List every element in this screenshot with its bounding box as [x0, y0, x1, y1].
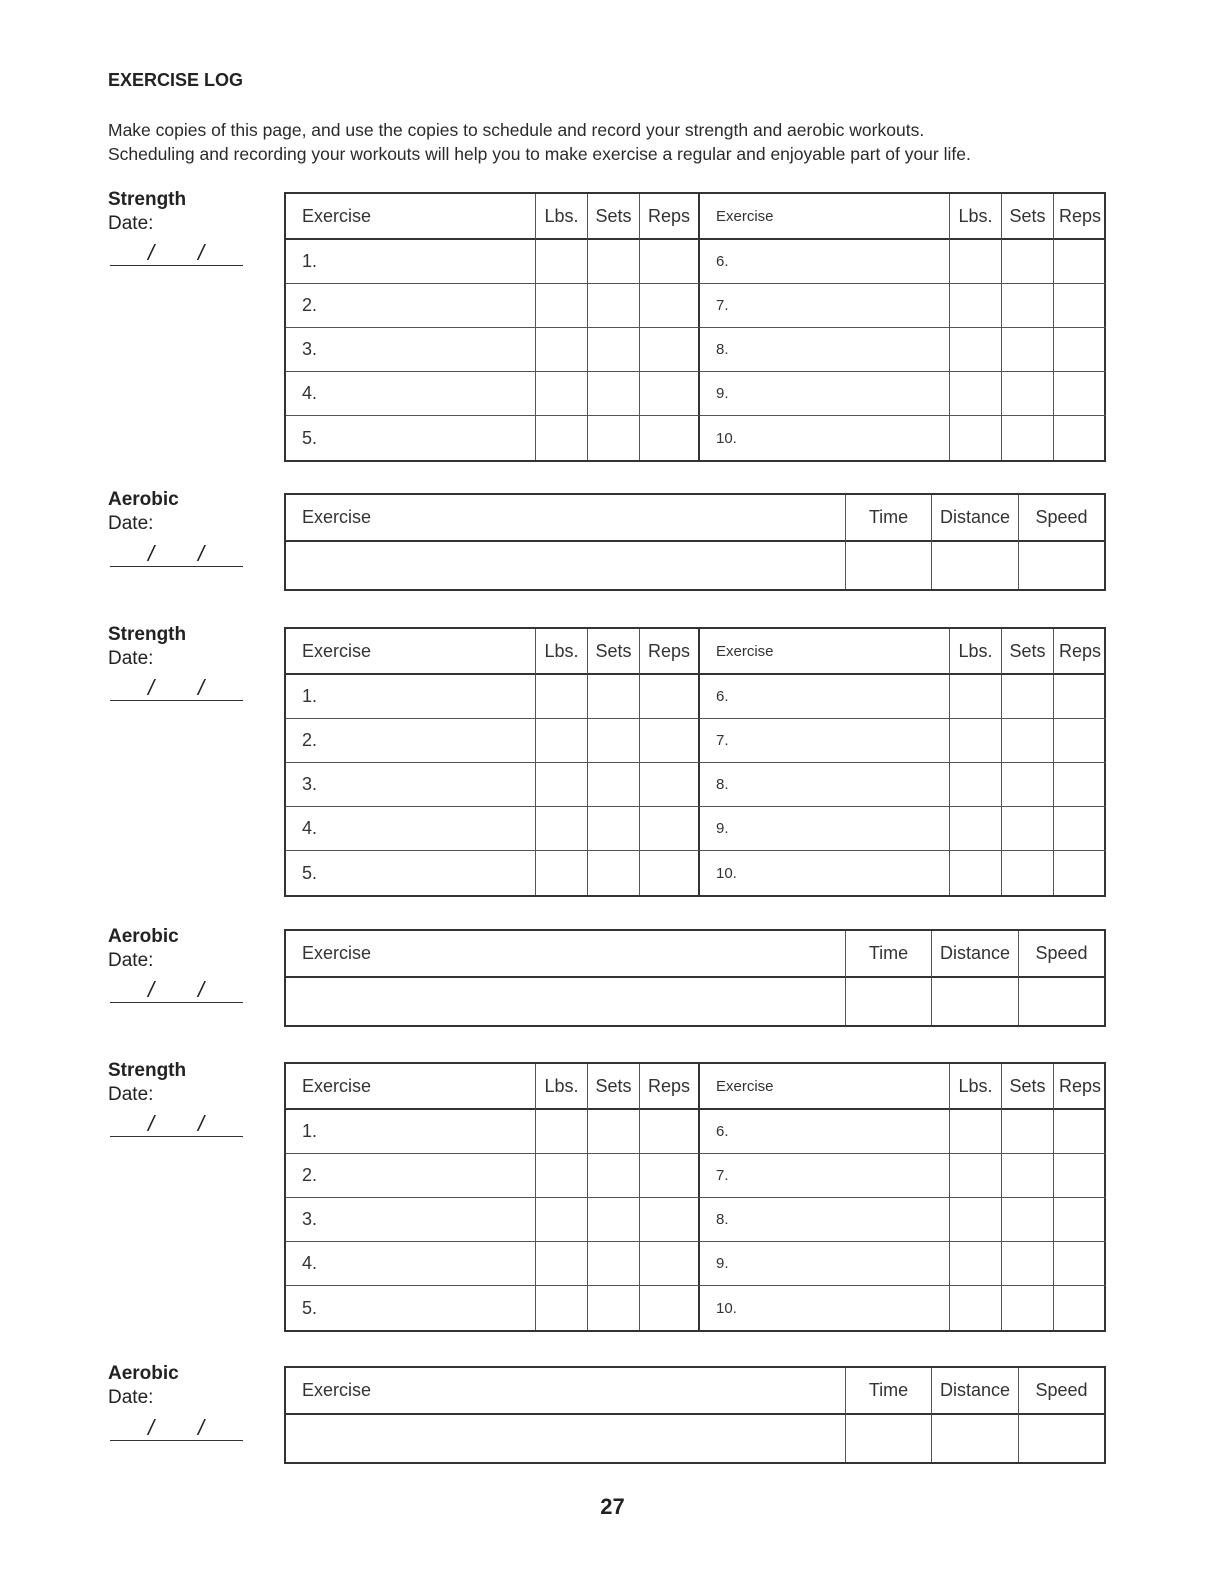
lbs-entry-cell[interactable]: [950, 328, 1002, 372]
exercise-entry-cell[interactable]: [286, 542, 846, 589]
speed-entry-cell[interactable]: [1019, 1415, 1104, 1462]
lbs-entry-cell[interactable]: [536, 1154, 588, 1198]
time-entry-cell[interactable]: [846, 978, 932, 1025]
page-number: 27: [600, 1494, 625, 1519]
header-reps: Reps: [1054, 629, 1106, 675]
header-sets: Sets: [1002, 629, 1054, 675]
date-separator: /: [148, 675, 155, 700]
exercise-entry-cell[interactable]: 8.: [700, 328, 950, 372]
lbs-entry-cell[interactable]: [536, 284, 588, 328]
header-exercise: Exercise: [286, 194, 536, 240]
sets-entry-cell[interactable]: [588, 1110, 640, 1154]
lbs-entry-cell[interactable]: [536, 1242, 588, 1286]
header-exercise: Exercise: [286, 931, 846, 978]
sets-entry-cell[interactable]: [588, 719, 640, 763]
reps-entry-cell[interactable]: [1054, 372, 1106, 416]
header-exercise: Exercise: [700, 629, 950, 675]
exercise-entry-cell[interactable]: 2.: [286, 284, 536, 328]
sets-entry-cell[interactable]: [1002, 1110, 1054, 1154]
strength-label: Strength: [108, 624, 187, 645]
aerobic-section-label: [108, 925, 179, 973]
exercise-entry-cell[interactable]: 4.: [286, 372, 536, 416]
date-separator: /: [198, 1111, 205, 1136]
date-label: Date:: [108, 1084, 154, 1105]
date-label: Date:: [108, 648, 154, 669]
header-sets: Sets: [588, 1064, 640, 1110]
header-lbs: Lbs.: [950, 194, 1002, 240]
exercise-entry-cell[interactable]: 10.: [700, 416, 950, 460]
sets-entry-cell[interactable]: [1002, 1242, 1054, 1286]
header-time: Time: [846, 931, 932, 978]
lbs-entry-cell[interactable]: [536, 1286, 588, 1330]
reps-entry-cell[interactable]: [640, 851, 700, 895]
date-separator: /: [198, 675, 205, 700]
speed-entry-cell[interactable]: [1019, 978, 1104, 1025]
header-speed: Speed: [1019, 931, 1104, 978]
reps-entry-cell[interactable]: [1054, 1198, 1106, 1242]
aerobic-section-label: [108, 488, 179, 536]
exercise-entry-cell[interactable]: [286, 1415, 846, 1462]
header-lbs: Lbs.: [950, 629, 1002, 675]
lbs-entry-cell[interactable]: [536, 763, 588, 807]
exercise-entry-cell[interactable]: 3.: [286, 1198, 536, 1242]
lbs-entry-cell[interactable]: [536, 807, 588, 851]
sets-entry-cell[interactable]: [588, 328, 640, 372]
header-exercise: Exercise: [700, 1064, 950, 1110]
sets-entry-cell[interactable]: [1002, 1286, 1054, 1330]
header-reps: Reps: [640, 1064, 700, 1110]
date-separator: /: [198, 240, 205, 265]
reps-entry-cell[interactable]: [1054, 1154, 1106, 1198]
lbs-entry-cell[interactable]: [536, 416, 588, 460]
header-exercise: Exercise: [700, 194, 950, 240]
date-separator: /: [198, 977, 205, 1002]
header-distance: Distance: [932, 1368, 1019, 1415]
sets-entry-cell[interactable]: [588, 1286, 640, 1330]
lbs-entry-cell[interactable]: [536, 1110, 588, 1154]
reps-entry-cell[interactable]: [1054, 1110, 1106, 1154]
exercise-entry-cell[interactable]: 9.: [700, 372, 950, 416]
header-exercise: Exercise: [286, 1368, 846, 1415]
exercise-entry-cell[interactable]: 10.: [700, 1286, 950, 1330]
exercise-entry-cell[interactable]: 3.: [286, 763, 536, 807]
aerobic-log-table: [284, 493, 1106, 591]
date-separator: /: [148, 977, 155, 1002]
sets-entry-cell[interactable]: [588, 240, 640, 284]
time-entry-cell[interactable]: [846, 542, 932, 589]
reps-entry-cell[interactable]: [640, 1154, 700, 1198]
lbs-entry-cell[interactable]: [536, 328, 588, 372]
date-separator: /: [198, 541, 205, 566]
lbs-entry-cell[interactable]: [950, 1198, 1002, 1242]
distance-entry-cell[interactable]: [932, 978, 1019, 1025]
strength-log-table: [284, 627, 1106, 897]
header-sets: Sets: [588, 194, 640, 240]
lbs-entry-cell[interactable]: [950, 1154, 1002, 1198]
sets-entry-cell[interactable]: [588, 1242, 640, 1286]
sets-entry-cell[interactable]: [1002, 1154, 1054, 1198]
exercise-entry-cell[interactable]: 1.: [286, 675, 536, 719]
exercise-entry-cell[interactable]: 6.: [700, 240, 950, 284]
date-separator: /: [148, 240, 155, 265]
reps-entry-cell[interactable]: [640, 284, 700, 328]
header-speed: Speed: [1019, 495, 1104, 542]
aerobic-label: Aerobic: [108, 926, 179, 947]
header-speed: Speed: [1019, 1368, 1104, 1415]
exercise-entry-cell[interactable]: 5.: [286, 851, 536, 895]
exercise-entry-cell[interactable]: [286, 978, 846, 1025]
sets-entry-cell[interactable]: [1002, 807, 1054, 851]
header-sets: Sets: [1002, 1064, 1054, 1110]
exercise-entry-cell[interactable]: 9.: [700, 1242, 950, 1286]
exercise-entry-cell[interactable]: 4.: [286, 807, 536, 851]
lbs-entry-cell[interactable]: [950, 851, 1002, 895]
lbs-entry-cell[interactable]: [950, 240, 1002, 284]
reps-entry-cell[interactable]: [1054, 328, 1106, 372]
header-sets: Sets: [588, 629, 640, 675]
header-lbs: Lbs.: [536, 194, 588, 240]
header-time: Time: [846, 495, 932, 542]
reps-entry-cell[interactable]: [1054, 719, 1106, 763]
reps-entry-cell[interactable]: [640, 1110, 700, 1154]
sets-entry-cell[interactable]: [588, 284, 640, 328]
lbs-entry-cell[interactable]: [536, 851, 588, 895]
sets-entry-cell[interactable]: [588, 416, 640, 460]
intro-line-1: Make copies of this page, and use the copies to schedule and record your strength and aerobic workouts.: [108, 120, 925, 140]
exercise-entry-cell[interactable]: 1.: [286, 1110, 536, 1154]
aerobic-log-table: [284, 929, 1106, 1027]
speed-entry-cell[interactable]: [1019, 542, 1104, 589]
exercise-entry-cell[interactable]: 3.: [286, 328, 536, 372]
header-reps: Reps: [640, 629, 700, 675]
sets-entry-cell[interactable]: [1002, 675, 1054, 719]
strength-label: Strength: [108, 189, 187, 210]
lbs-entry-cell[interactable]: [950, 1242, 1002, 1286]
lbs-entry-cell[interactable]: [950, 416, 1002, 460]
lbs-entry-cell[interactable]: [950, 807, 1002, 851]
exercise-entry-cell[interactable]: 1.: [286, 240, 536, 284]
date-label: Date:: [108, 950, 154, 971]
header-reps: Reps: [640, 194, 700, 240]
reps-entry-cell[interactable]: [640, 675, 700, 719]
date-entry-field[interactable]: [110, 1416, 243, 1441]
strength-section-label: [108, 1059, 186, 1107]
distance-entry-cell[interactable]: [932, 542, 1019, 589]
header-time: Time: [846, 1368, 932, 1415]
lbs-entry-cell[interactable]: [536, 372, 588, 416]
header-exercise: Exercise: [286, 629, 536, 675]
page-title: EXERCISE LOG: [108, 70, 244, 90]
reps-entry-cell[interactable]: [640, 1198, 700, 1242]
lbs-entry-cell[interactable]: [536, 719, 588, 763]
sets-entry-cell[interactable]: [588, 807, 640, 851]
sets-entry-cell[interactable]: [588, 851, 640, 895]
aerobic-label: Aerobic: [108, 1363, 179, 1384]
header-distance: Distance: [932, 495, 1019, 542]
exercise-entry-cell[interactable]: 8.: [700, 763, 950, 807]
exercise-entry-cell[interactable]: 7.: [700, 719, 950, 763]
reps-entry-cell[interactable]: [640, 328, 700, 372]
date-label: Date:: [108, 213, 154, 234]
header-reps: Reps: [1054, 194, 1106, 240]
exercise-entry-cell[interactable]: 9.: [700, 807, 950, 851]
strength-section-label: [108, 188, 186, 236]
time-entry-cell[interactable]: [846, 1415, 932, 1462]
sets-entry-cell[interactable]: [588, 675, 640, 719]
sets-entry-cell[interactable]: [1002, 719, 1054, 763]
reps-entry-cell[interactable]: [1054, 675, 1106, 719]
strength-section-label: [108, 623, 186, 671]
reps-entry-cell[interactable]: [640, 1286, 700, 1330]
strength-label: Strength: [108, 1060, 187, 1081]
lbs-entry-cell[interactable]: [536, 675, 588, 719]
header-lbs: Lbs.: [536, 1064, 588, 1110]
sets-entry-cell[interactable]: [1002, 240, 1054, 284]
lbs-entry-cell[interactable]: [536, 1198, 588, 1242]
header-exercise: Exercise: [286, 495, 846, 542]
header-sets: Sets: [1002, 194, 1054, 240]
lbs-entry-cell[interactable]: [950, 1110, 1002, 1154]
reps-entry-cell[interactable]: [1054, 1242, 1106, 1286]
sets-entry-cell[interactable]: [1002, 851, 1054, 895]
exercise-entry-cell[interactable]: 6.: [700, 675, 950, 719]
strength-log-table: [284, 1062, 1106, 1332]
exercise-entry-cell[interactable]: 2.: [286, 719, 536, 763]
lbs-entry-cell[interactable]: [950, 675, 1002, 719]
sets-entry-cell[interactable]: [1002, 763, 1054, 807]
sets-entry-cell[interactable]: [1002, 372, 1054, 416]
date-label: Date:: [108, 1387, 154, 1408]
reps-entry-cell[interactable]: [640, 807, 700, 851]
reps-entry-cell[interactable]: [640, 1242, 700, 1286]
date-entry-field[interactable]: [110, 676, 243, 701]
sets-entry-cell[interactable]: [1002, 284, 1054, 328]
date-entry-field[interactable]: [110, 241, 243, 266]
date-separator: /: [148, 1111, 155, 1136]
reps-entry-cell[interactable]: [640, 719, 700, 763]
sets-entry-cell[interactable]: [588, 1198, 640, 1242]
intro-line-2: Scheduling and recording your workouts will help you to make exercise a regular and enjoyable part of your life.: [108, 144, 971, 164]
header-distance: Distance: [932, 931, 1019, 978]
date-entry-field[interactable]: [110, 1112, 243, 1137]
sets-entry-cell[interactable]: [588, 1154, 640, 1198]
header-lbs: Lbs.: [536, 629, 588, 675]
header-reps: Reps: [1054, 1064, 1106, 1110]
reps-entry-cell[interactable]: [1054, 416, 1106, 460]
exercise-entry-cell[interactable]: 2.: [286, 1154, 536, 1198]
header-lbs: Lbs.: [950, 1064, 1002, 1110]
reps-entry-cell[interactable]: [1054, 240, 1106, 284]
exercise-entry-cell[interactable]: 5.: [286, 416, 536, 460]
lbs-entry-cell[interactable]: [536, 240, 588, 284]
lbs-entry-cell[interactable]: [950, 372, 1002, 416]
reps-entry-cell[interactable]: [640, 416, 700, 460]
aerobic-label: Aerobic: [108, 489, 179, 510]
sets-entry-cell[interactable]: [1002, 328, 1054, 372]
reps-entry-cell[interactable]: [1054, 284, 1106, 328]
exercise-entry-cell[interactable]: 8.: [700, 1198, 950, 1242]
exercise-entry-cell[interactable]: 4.: [286, 1242, 536, 1286]
date-entry-field[interactable]: [110, 542, 243, 567]
reps-entry-cell[interactable]: [1054, 851, 1106, 895]
aerobic-section-label: [108, 1362, 179, 1410]
exercise-entry-cell[interactable]: 6.: [700, 1110, 950, 1154]
lbs-entry-cell[interactable]: [950, 763, 1002, 807]
date-separator: /: [148, 541, 155, 566]
header-exercise: Exercise: [286, 1064, 536, 1110]
exercise-entry-cell[interactable]: 10.: [700, 851, 950, 895]
lbs-entry-cell[interactable]: [950, 719, 1002, 763]
exercise-entry-cell[interactable]: 7.: [700, 1154, 950, 1198]
date-separator: /: [148, 1415, 155, 1440]
reps-entry-cell[interactable]: [640, 372, 700, 416]
aerobic-log-table: [284, 1366, 1106, 1464]
date-label: Date:: [108, 513, 154, 534]
reps-entry-cell[interactable]: [1054, 1286, 1106, 1330]
distance-entry-cell[interactable]: [932, 1415, 1019, 1462]
date-entry-field[interactable]: [110, 978, 243, 1003]
sets-entry-cell[interactable]: [1002, 1198, 1054, 1242]
date-separator: /: [198, 1415, 205, 1440]
exercise-entry-cell[interactable]: 5.: [286, 1286, 536, 1330]
sets-entry-cell[interactable]: [588, 763, 640, 807]
exercise-entry-cell[interactable]: 7.: [700, 284, 950, 328]
sets-entry-cell[interactable]: [588, 372, 640, 416]
strength-log-table: [284, 192, 1106, 462]
reps-entry-cell[interactable]: [640, 763, 700, 807]
lbs-entry-cell[interactable]: [950, 284, 1002, 328]
reps-entry-cell[interactable]: [1054, 763, 1106, 807]
reps-entry-cell[interactable]: [640, 240, 700, 284]
reps-entry-cell[interactable]: [1054, 807, 1106, 851]
sets-entry-cell[interactable]: [1002, 416, 1054, 460]
lbs-entry-cell[interactable]: [950, 1286, 1002, 1330]
